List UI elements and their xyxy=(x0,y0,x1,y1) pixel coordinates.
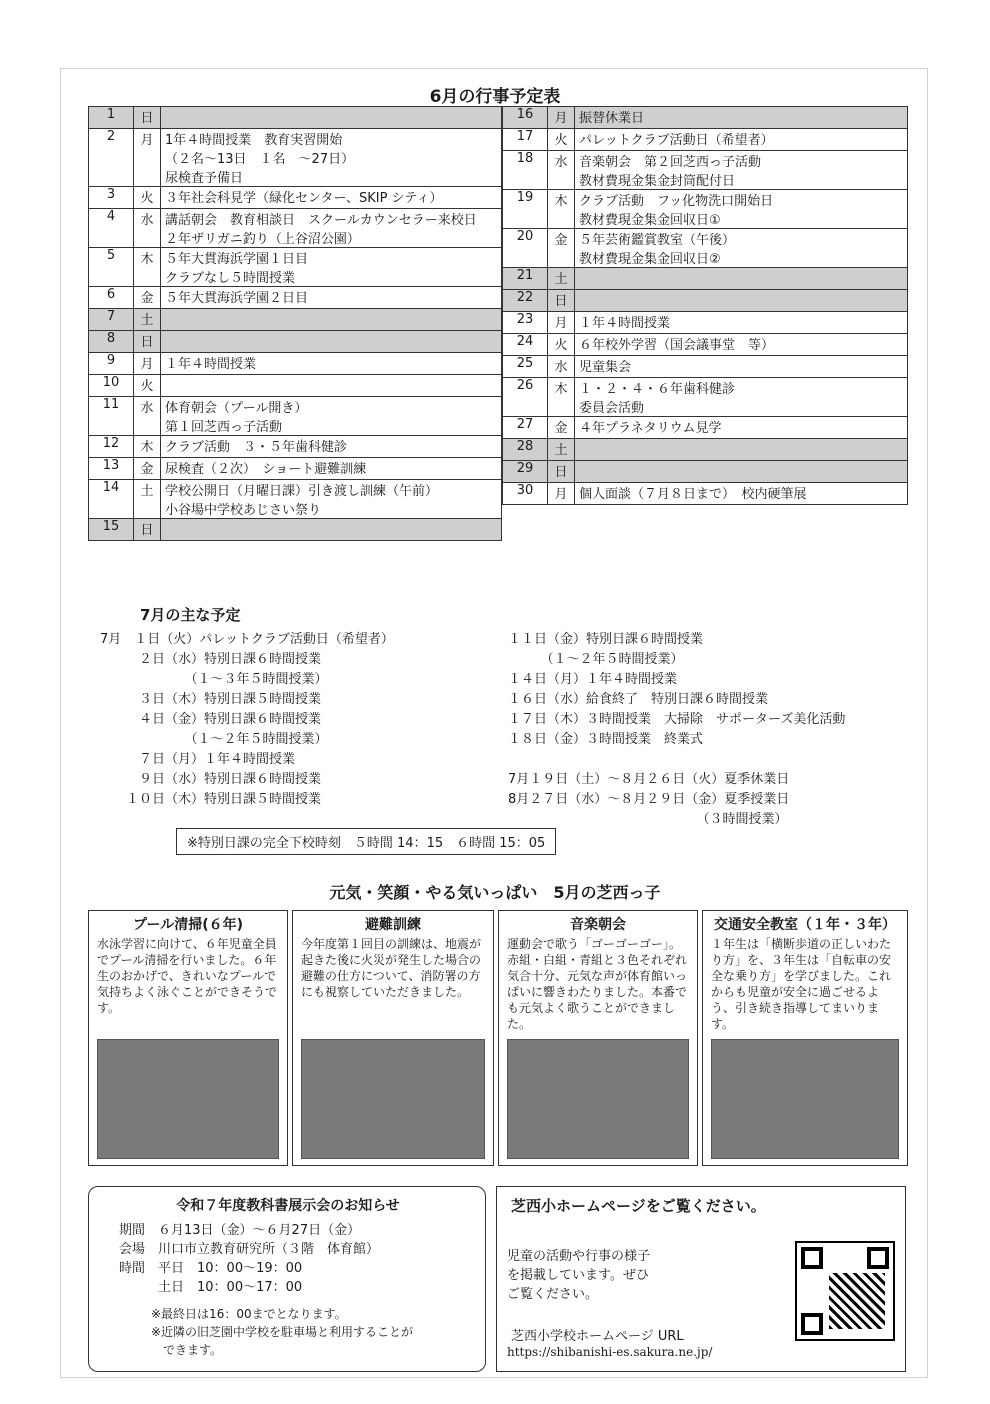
july-left-list xyxy=(100,630,394,810)
calendar-event: 音楽朝会 第２回芝西っ子活動 教材費現金集金封筒配付日 xyxy=(575,151,908,190)
june-title: 6月の行事予定表 xyxy=(429,87,561,107)
activity-card xyxy=(702,910,908,1166)
calendar-event: 個人面談（７月８日まで） 校内硬筆展 xyxy=(575,483,908,505)
calendar-weekday: 月 xyxy=(134,353,161,375)
calendar-row xyxy=(89,436,502,458)
calendar-date: 10 xyxy=(89,375,134,397)
may-activities xyxy=(88,910,908,1166)
calendar-row xyxy=(89,458,502,480)
july-item: （３時間授業） xyxy=(508,812,788,827)
calendar-row xyxy=(89,129,502,187)
july-item: 7月 １日（火）パレットクラブ活動日（希望者） xyxy=(100,632,394,647)
july-item: １４日（月）１年４時間授業 xyxy=(508,672,678,687)
calendar-event: １・２・４・６年歯科健診 委員会活動 xyxy=(575,378,908,417)
homepage-title: 芝西小ホームページをご覧ください。 xyxy=(511,1197,766,1215)
activity-title: 避難訓練 xyxy=(365,917,421,933)
calendar-date: 23 xyxy=(503,312,548,334)
calendar-date: 29 xyxy=(503,461,548,483)
calendar-row xyxy=(89,209,502,248)
textbook-line: 期間 ６月13日（金）～６月27日（金） xyxy=(119,1223,361,1238)
july-item: １６日（水）給食終了 特別日課６時間授業 xyxy=(508,692,769,707)
calendar-weekday: 金 xyxy=(134,287,161,309)
calendar-row xyxy=(503,312,908,334)
calendar-event: ５年芸術鑑賞教室（午後） 教材費現金集金回収日② xyxy=(575,229,908,268)
calendar-event: ６年校外学習（国会議事堂 等） xyxy=(575,334,908,356)
calendar-weekday: 日 xyxy=(548,461,575,483)
textbook-note: ※最終日は16：00までとなります。 xyxy=(151,1307,347,1321)
textbook-line: 土日 10：00～17：00 xyxy=(119,1280,303,1295)
calendar-weekday: 金 xyxy=(134,458,161,480)
textbook-line: 会場 川口市立教育研究所（３階 体育館） xyxy=(119,1242,380,1257)
calendar-date: 6 xyxy=(89,287,134,309)
july-item: １０日（木）特別日課５時間授業 xyxy=(100,792,322,807)
activity-text: 水泳学習に向けて、６年児童全員でプール清掃を行いました。６年生のおかげで、きれいなプールで気持ちよく泳ぐことができそうです。 xyxy=(97,937,278,1015)
calendar-weekday: 木 xyxy=(134,436,161,458)
calendar-row xyxy=(503,461,908,483)
may-title: 元気・笑顔・やる気いっぱい 5月の芝西っ子 xyxy=(329,883,661,902)
calendar-date: 19 xyxy=(503,190,548,229)
calendar-event: ４年プラネタリウム見学 xyxy=(575,417,908,439)
july-item xyxy=(508,750,845,770)
calendar-weekday: 日 xyxy=(134,107,161,129)
calendar-event: 1年４時間授業 教育実習開始 （２名～13日 １名 ～27日） 尿検査予備日 xyxy=(161,129,502,187)
activity-text: １年生は「横断歩道の正しいわたり方」を、３年生は「自転車の安全な乗り方」を学びました。これからも児童が安全に過ごせるよう、引き続き指導してまいります。 xyxy=(711,937,892,1031)
july-item: １７日（木）３時間授業 大掃除 サポーターズ美化活動 xyxy=(508,712,846,727)
activity-card xyxy=(88,910,288,1166)
calendar-date: 15 xyxy=(89,519,134,541)
activity-card xyxy=(292,910,494,1166)
july-item: 8月２７日（水）～８月２９日（金）夏季授業日 xyxy=(508,792,790,807)
calendar-date: 26 xyxy=(503,378,548,417)
calendar-weekday: 水 xyxy=(134,397,161,436)
qr-code-icon xyxy=(795,1241,895,1341)
calendar-row xyxy=(89,107,502,129)
calendar-row xyxy=(503,334,908,356)
calendar-weekday: 日 xyxy=(548,290,575,312)
activity-photo xyxy=(301,1039,485,1159)
calendar-date: 1 xyxy=(89,107,134,129)
calendar-row xyxy=(503,190,908,229)
calendar-row xyxy=(503,290,908,312)
calendar-event: 振替休業日 xyxy=(575,107,908,129)
homepage-line: 児童の活動や行事の様子 xyxy=(507,1249,651,1264)
calendar-weekday: 土 xyxy=(134,480,161,519)
calendar-weekday: 水 xyxy=(548,356,575,378)
july-item: 7月１９日（土）～８月２６日（火）夏季休業日 xyxy=(508,772,790,787)
july-item: １８日（金）３時間授業 終業式 xyxy=(508,732,704,747)
calendar-row xyxy=(503,268,908,290)
calendar-date: 30 xyxy=(503,483,548,505)
calendar-event: １年４時間授業 xyxy=(161,353,502,375)
july-item: ２日（水）特別日課６時間授業 xyxy=(100,652,322,667)
calendar-weekday: 木 xyxy=(548,378,575,417)
calendar-row xyxy=(89,397,502,436)
july-item: （１～３年５時間授業） xyxy=(100,672,328,687)
calendar-weekday: 木 xyxy=(134,248,161,287)
calendar-event xyxy=(161,375,502,397)
calendar-weekday: 金 xyxy=(548,229,575,268)
july-item: （１～２年５時間授業） xyxy=(508,652,684,667)
calendar-row xyxy=(89,248,502,287)
july-item: ９日（水）特別日課６時間授業 xyxy=(100,772,322,787)
calendar-weekday: 月 xyxy=(134,129,161,187)
textbook-line: 時間 平日 10：00～19：00 xyxy=(119,1261,303,1276)
textbook-notes xyxy=(151,1305,413,1359)
calendar-date: 14 xyxy=(89,480,134,519)
june-table-right xyxy=(502,106,908,505)
july-item: ３日（木）特別日課５時間授業 xyxy=(100,692,322,707)
activity-text: 運動会で歌う「ゴーゴーゴー」。赤組・白組・青組と３色それぞれ気合十分、元気な声が体育館いっぱいに響きわたりました。本番でも元気よく歌うことができました。 xyxy=(507,937,688,1031)
calendar-date: 18 xyxy=(503,151,548,190)
calendar-row xyxy=(89,309,502,331)
calendar-weekday: 月 xyxy=(548,312,575,334)
calendar-row xyxy=(503,151,908,190)
calendar-date: 27 xyxy=(503,417,548,439)
calendar-event: １年４時間授業 xyxy=(575,312,908,334)
activity-title: 交通安全教室（１年・３年） xyxy=(714,917,896,933)
activity-photo xyxy=(711,1039,899,1159)
july-item: ４日（金）特別日課６時間授業 xyxy=(100,712,322,727)
calendar-row xyxy=(89,287,502,309)
calendar-date: 2 xyxy=(89,129,134,187)
calendar-row xyxy=(503,356,908,378)
activity-title: 音楽朝会 xyxy=(570,917,626,933)
calendar-date: 5 xyxy=(89,248,134,287)
homepage-notice xyxy=(496,1186,906,1372)
calendar-row xyxy=(503,439,908,461)
calendar-event xyxy=(575,290,908,312)
calendar-date: 9 xyxy=(89,353,134,375)
calendar-weekday: 火 xyxy=(548,334,575,356)
calendar-weekday: 土 xyxy=(548,268,575,290)
july-item: ７日（月）１年４時間授業 xyxy=(100,752,296,767)
calendar-date: 21 xyxy=(503,268,548,290)
calendar-event: パレットクラブ活動日（希望者） xyxy=(575,129,908,151)
activity-card xyxy=(498,910,698,1166)
calendar-event xyxy=(575,439,908,461)
homepage-url-label: 芝西小学校ホームページ URL xyxy=(511,1329,684,1344)
calendar-date: 28 xyxy=(503,439,548,461)
calendar-event xyxy=(161,309,502,331)
activity-photo xyxy=(507,1039,689,1159)
calendar-date: 25 xyxy=(503,356,548,378)
calendar-row xyxy=(89,519,502,541)
calendar-event xyxy=(161,107,502,129)
july-right-list xyxy=(508,630,845,830)
calendar-date: 4 xyxy=(89,209,134,248)
activity-text: 今年度第１回目の訓練は、地震が起きた後に火災が発生した場合の避難の仕方について、消防署の方にも視察していただきました。 xyxy=(301,937,482,999)
calendar-event xyxy=(161,519,502,541)
calendar-event: クラブ活動 フッ化物洗口開始日 教材費現金集金回収日① xyxy=(575,190,908,229)
calendar-row xyxy=(89,480,502,519)
june-table-left xyxy=(88,106,502,541)
textbook-details xyxy=(119,1221,379,1297)
calendar-weekday: 日 xyxy=(134,331,161,353)
calendar-event xyxy=(575,268,908,290)
july-note: ※特別日課の完全下校時刻 ５時間 14：15 ６時間 15：05 xyxy=(176,828,556,855)
textbook-title: 令和７年度教科書展示会のお知らせ xyxy=(176,1198,400,1214)
calendar-row xyxy=(503,229,908,268)
calendar-row xyxy=(89,187,502,209)
calendar-event: ５年大貫海浜学園１日目 クラブなし５時間授業 xyxy=(161,248,502,287)
calendar-row xyxy=(503,107,908,129)
homepage-line: ご覧ください。 xyxy=(507,1287,599,1302)
calendar-date: 24 xyxy=(503,334,548,356)
calendar-weekday: 火 xyxy=(134,375,161,397)
calendar-weekday: 木 xyxy=(548,190,575,229)
calendar-weekday: 日 xyxy=(134,519,161,541)
calendar-event xyxy=(575,461,908,483)
calendar-date: 20 xyxy=(503,229,548,268)
calendar-date: 3 xyxy=(89,187,134,209)
homepage-line: を掲載しています。ぜひ xyxy=(507,1268,649,1283)
textbook-note: できます。 xyxy=(151,1343,223,1357)
textbook-notice xyxy=(88,1186,486,1372)
calendar-event: 講話朝会 教育相談日 スクールカウンセラー来校日 ２年ザリガニ釣り（上谷沼公園） xyxy=(161,209,502,248)
calendar-weekday: 土 xyxy=(548,439,575,461)
calendar-weekday: 月 xyxy=(548,107,575,129)
textbook-note: ※近隣の旧芝園中学校を駐車場と利用することが xyxy=(151,1325,414,1339)
activity-title: プール清掃(６年) xyxy=(132,917,244,933)
calendar-event: 尿検査（２次） ショート避難訓練 xyxy=(161,458,502,480)
calendar-event: 体育朝会（プール開き） 第１回芝西っ子活動 xyxy=(161,397,502,436)
calendar-weekday: 水 xyxy=(134,209,161,248)
calendar-date: 22 xyxy=(503,290,548,312)
homepage-url[interactable]: https://shibanishi-es.sakura.ne.jp/ xyxy=(507,1345,713,1359)
calendar-date: 7 xyxy=(89,309,134,331)
calendar-row xyxy=(89,375,502,397)
calendar-event xyxy=(161,331,502,353)
activity-photo xyxy=(97,1039,279,1159)
homepage-body xyxy=(507,1247,650,1304)
calendar-row xyxy=(503,129,908,151)
calendar-date: 16 xyxy=(503,107,548,129)
calendar-row xyxy=(89,331,502,353)
calendar-weekday: 金 xyxy=(548,417,575,439)
calendar-event: ５年大貫海浜学園２日目 xyxy=(161,287,502,309)
calendar-event: 児童集会 xyxy=(575,356,908,378)
calendar-weekday: 水 xyxy=(548,151,575,190)
july-item: １１日（金）特別日課６時間授業 xyxy=(508,632,704,647)
calendar-event: クラブ活動 ３・５年歯科健診 xyxy=(161,436,502,458)
calendar-row xyxy=(503,378,908,417)
calendar-weekday: 火 xyxy=(548,129,575,151)
calendar-date: 12 xyxy=(89,436,134,458)
july-item: （１～２年５時間授業） xyxy=(100,732,328,747)
calendar-row xyxy=(89,353,502,375)
calendar-event: ３年社会科見学（緑化センター、SKIP シティ） xyxy=(161,187,502,209)
calendar-date: 13 xyxy=(89,458,134,480)
calendar-date: 8 xyxy=(89,331,134,353)
calendar-weekday: 月 xyxy=(548,483,575,505)
calendar-row xyxy=(503,417,908,439)
calendar-weekday: 土 xyxy=(134,309,161,331)
july-title: 7月の主な予定 xyxy=(140,606,241,624)
calendar-event: 学校公開日（月曜日課）引き渡し訓練（午前） 小谷場中学校あじさい祭り xyxy=(161,480,502,519)
calendar-date: 17 xyxy=(503,129,548,151)
calendar-row xyxy=(503,483,908,505)
calendar-weekday: 火 xyxy=(134,187,161,209)
calendar-date: 11 xyxy=(89,397,134,436)
